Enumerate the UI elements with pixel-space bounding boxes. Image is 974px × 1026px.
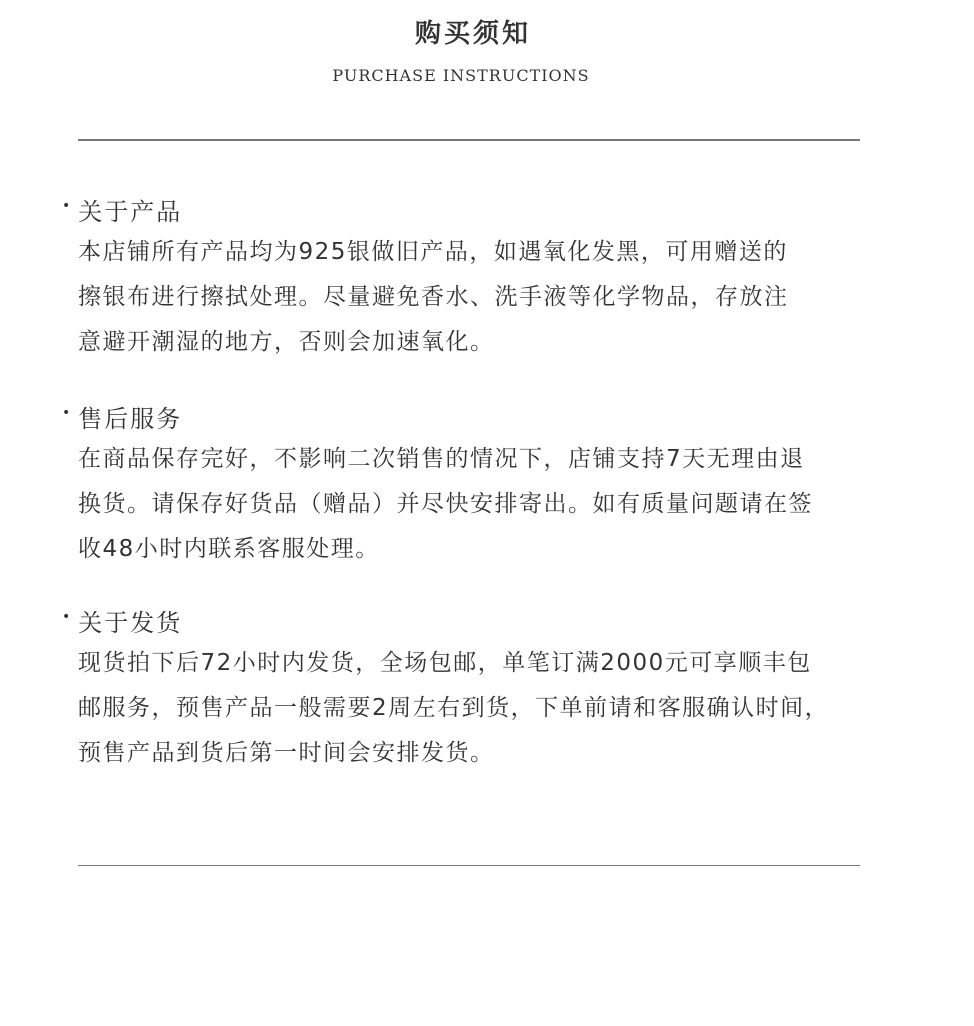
body-line: 在商品保存完好，不影响二次销售的情况下，店铺支持7天无理由退 xyxy=(78,446,805,472)
body-line: 意避开潮湿的地方，否则会加速氧化。 xyxy=(78,329,495,355)
top-divider xyxy=(78,139,860,141)
page-title: 购买须知 xyxy=(414,19,531,49)
bottom-divider xyxy=(78,865,860,866)
section-body xyxy=(78,230,789,365)
body-line: 现货拍下后72小时内发货，全场包邮，单笔订满2000元可享顺丰包 xyxy=(78,650,812,676)
body-line: 预售产品到货后第一时间会安排发货。 xyxy=(78,740,495,766)
section-heading-text: 售后服务 xyxy=(78,405,183,433)
bullet-icon: • xyxy=(62,609,71,625)
section-body xyxy=(78,437,813,572)
page-subtitle: PURCHASE INSTRUCTIONS xyxy=(332,66,590,85)
section-heading xyxy=(62,403,182,435)
body-line: 擦银布进行擦拭处理。尽量避免香水、洗手液等化学物品，存放注 xyxy=(78,284,789,310)
section-heading-text: 关于产品 xyxy=(78,198,183,226)
section-heading xyxy=(62,607,182,639)
bullet-icon: • xyxy=(62,405,71,421)
section-heading xyxy=(62,196,182,228)
body-line: 换货。请保存好货品（赠品）并尽快安排寄出。如有质量问题请在签 xyxy=(78,491,813,517)
bullet-icon: • xyxy=(62,198,71,214)
section-body xyxy=(78,641,829,776)
body-line: 本店铺所有产品均为925银做旧产品，如遇氧化发黑，可用赠送的 xyxy=(78,239,788,265)
body-line: 收48小时内联系客服处理。 xyxy=(78,536,380,562)
body-line: 邮服务，预售产品一般需要2周左右到货，下单前请和客服确认时间， xyxy=(78,695,830,721)
section-heading-text: 关于发货 xyxy=(78,609,183,637)
